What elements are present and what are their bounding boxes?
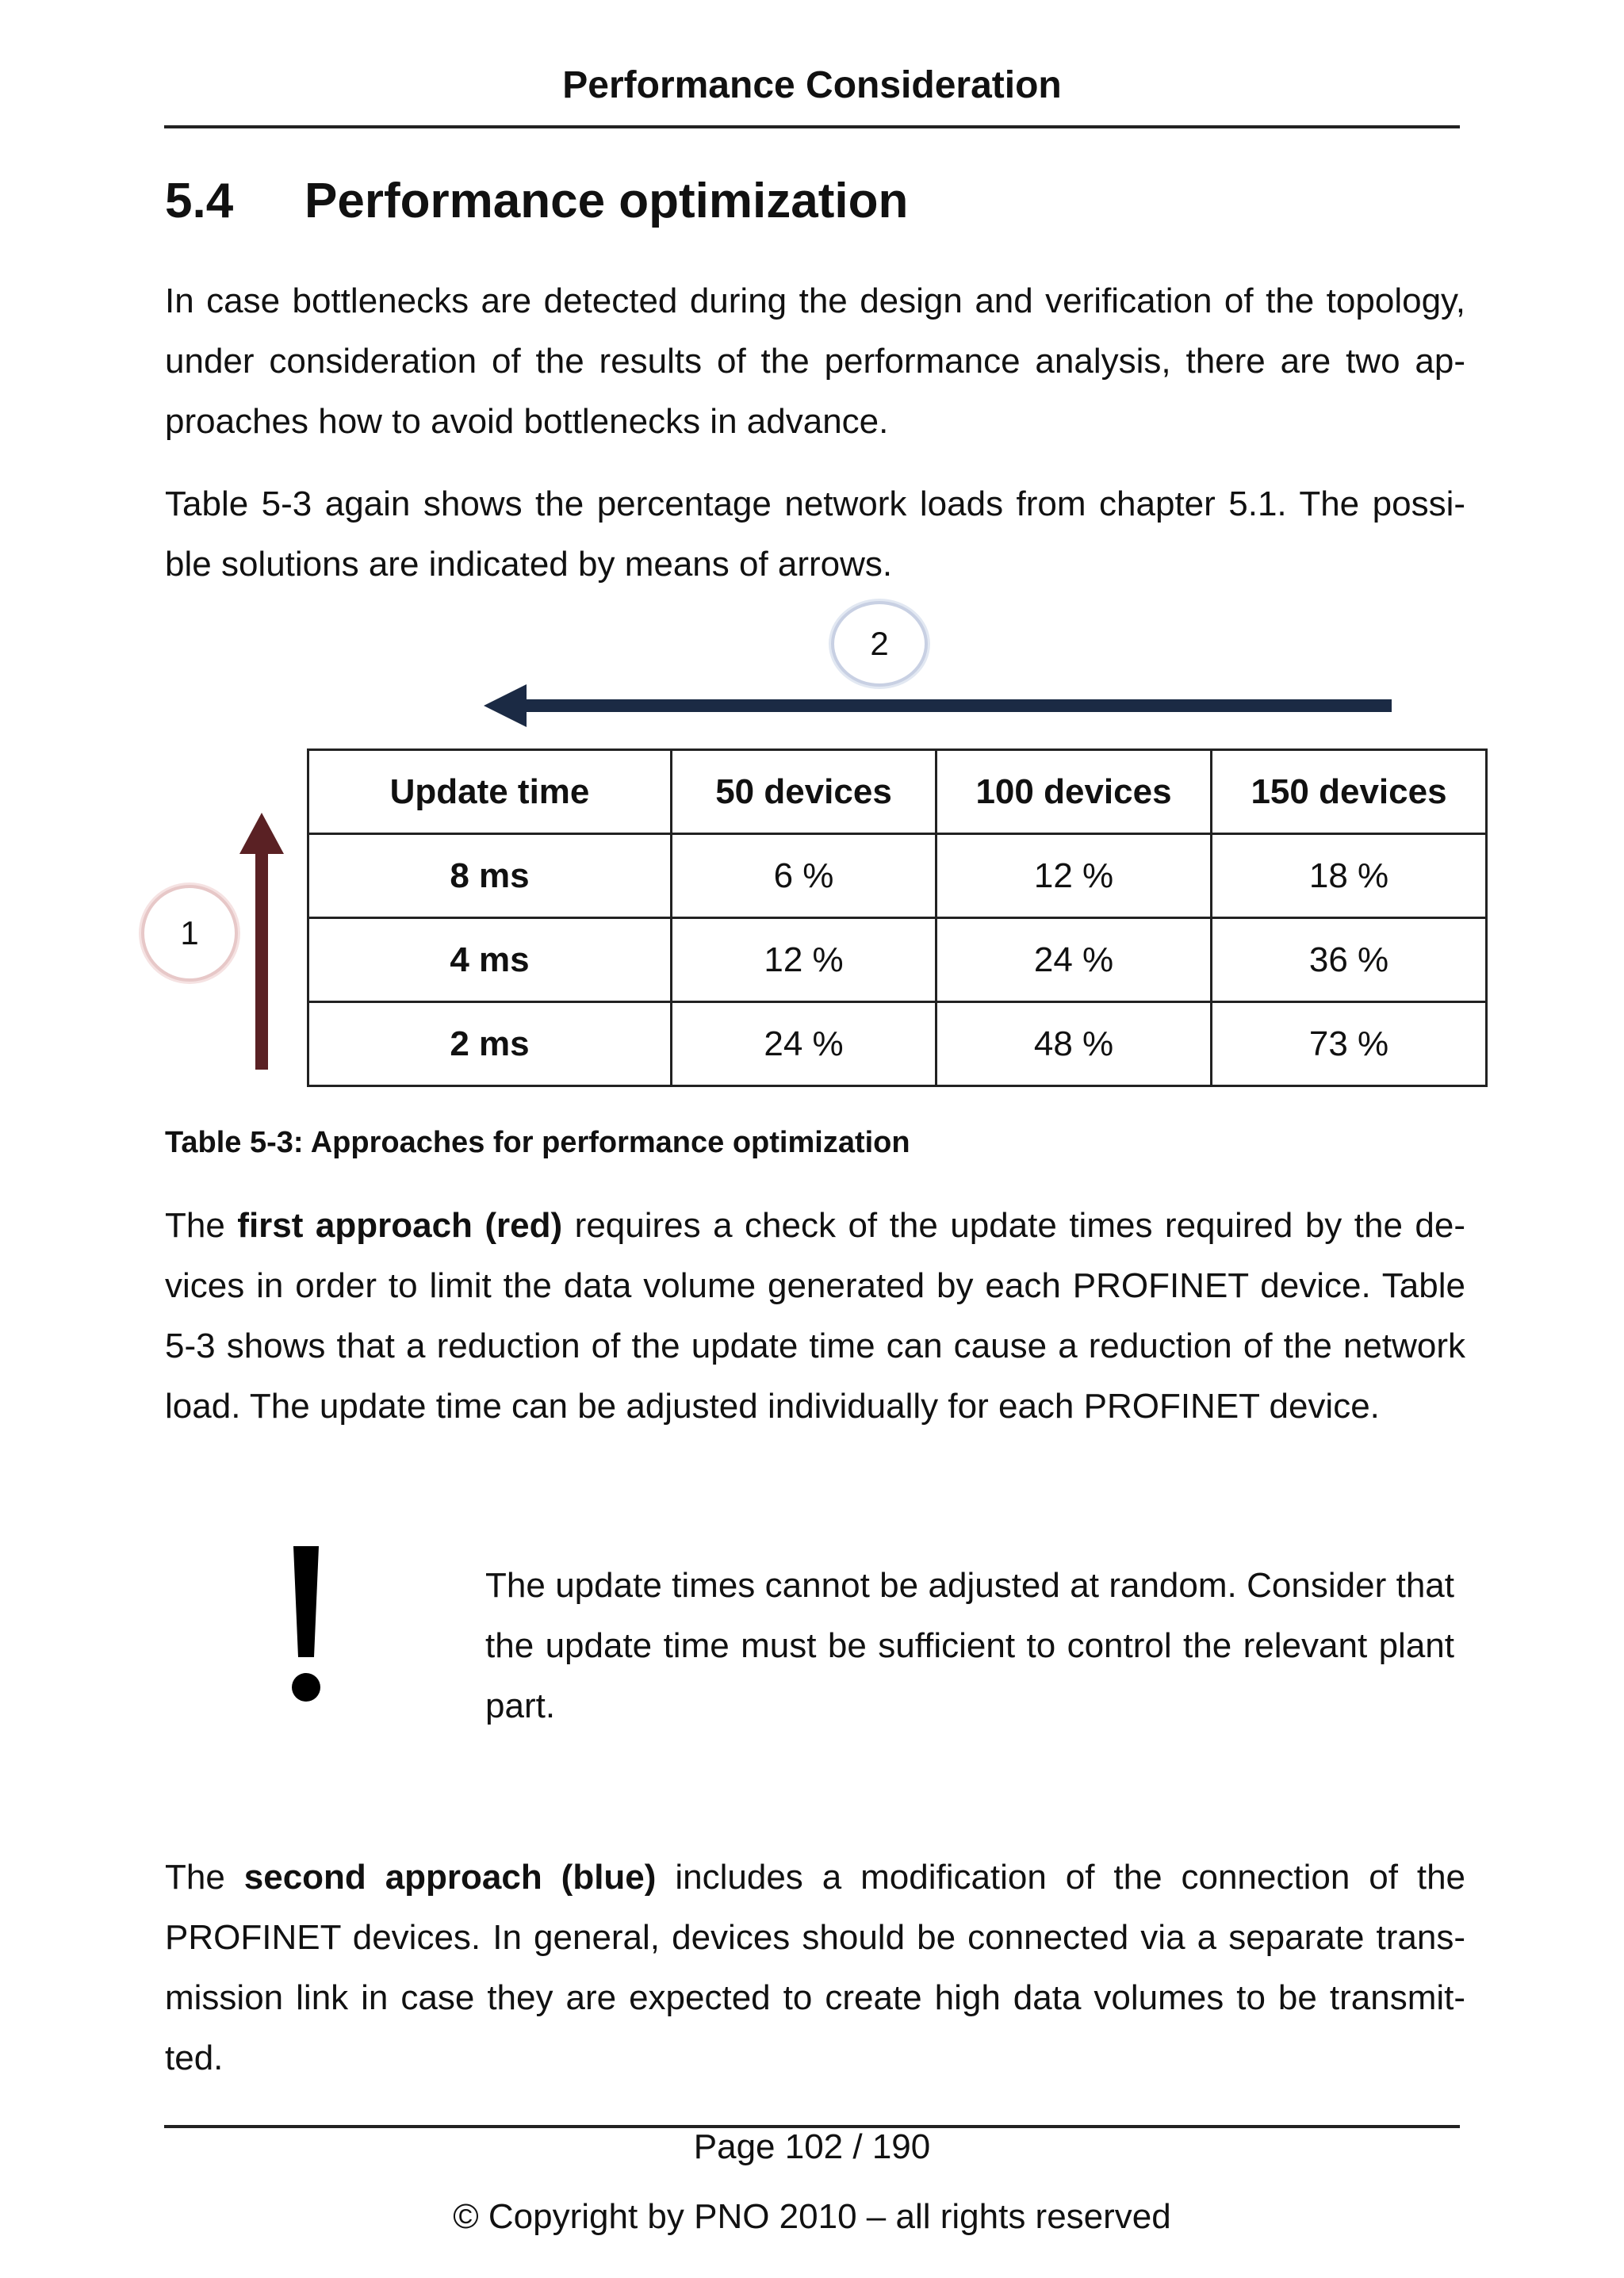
page-number-text: Page 102 / 190: [693, 2127, 931, 2166]
p4-pre: The: [165, 1858, 244, 1897]
red-arrow-shaft: [255, 851, 268, 1070]
marker-circle-1: [141, 885, 238, 982]
table-reference-paragraph: Table 5-3 again shows the percentage network loads from chapter 5.1. The possi-ble solutions are indicated by means of arrows.: [165, 484, 1465, 584]
table-cell: 24 %: [672, 1002, 936, 1086]
copyright-notice: [0, 2187, 1624, 2247]
table-row: [308, 1002, 1487, 1086]
row-update-time: 2 ms: [308, 1002, 672, 1086]
table-cell: 12 %: [672, 918, 936, 1002]
p3-pre: The: [165, 1206, 238, 1245]
header-update-time: Update time: [308, 750, 672, 834]
table-cell: 18 %: [1212, 834, 1487, 918]
table-cell: 36 %: [1212, 918, 1487, 1002]
table-row: [308, 834, 1487, 918]
row-update-time: 8 ms: [308, 834, 672, 918]
exclamation-bar: [293, 1546, 319, 1657]
header-100-devices: 100 devices: [936, 750, 1212, 834]
section-title: Performance optimization: [304, 174, 909, 228]
red-arrow-head: [239, 813, 284, 854]
notice-text: The update times cannot be adjusted at random. Consider that the update time must be sufficient to control the relevant plant part.: [485, 1566, 1454, 1725]
table-cell: 73 %: [1212, 1002, 1487, 1086]
row-update-time: 4 ms: [308, 918, 672, 1002]
intro-paragraph: In case bottlenecks are detected during the design and verification of the topology, under consideration of the results of the performance analysis, there are two ap-proaches how to avoid bottlenecks in advance.: [165, 281, 1465, 441]
blue-arrow-left-icon: [484, 678, 1404, 733]
table-cell: 6 %: [672, 834, 936, 918]
marker-1-label: 1: [180, 914, 199, 951]
header-50-devices: 50 devices: [672, 750, 936, 834]
table-header-row: [308, 750, 1487, 834]
table-row: [308, 918, 1487, 1002]
blue-arrow-shaft: [523, 699, 1392, 712]
p3-post: requires a check of the update times required by the de-vices in order to limit the data volume generated by each PROFINET device. Table 5-3 shows that a reduction of the update time can cause a reduction of the network load. The update time can be adjusted individually for each PROFINET device.: [165, 1206, 1465, 1426]
running-header: Performance Consideration: [562, 64, 1062, 106]
table-cell: 24 %: [936, 918, 1212, 1002]
exclamation-icon: [279, 1546, 333, 1705]
second-approach-paragraph: [165, 1847, 1465, 2088]
header-rule: [164, 125, 1460, 128]
p3-bold: first approach (red): [237, 1206, 563, 1245]
exclamation-dot: [292, 1673, 320, 1702]
table-cell: 12 %: [936, 834, 1212, 918]
copyright-text: © Copyright by PNO 2010 – all rights reserved: [453, 2197, 1171, 2236]
red-arrow-up-icon: [238, 813, 285, 1074]
first-approach-paragraph: [165, 1196, 1465, 1437]
marker-circle-2: [831, 601, 928, 687]
table-caption: Table 5-3: Approaches for performance optimization: [165, 1126, 910, 1159]
blue-arrow-head: [484, 684, 527, 727]
section-heading: [165, 173, 908, 229]
p4-bold: second approach (blue): [243, 1858, 657, 1897]
marker-2-label: 2: [870, 625, 889, 662]
network-load-table: [307, 748, 1488, 1087]
p4-post: includes a modification of the connection of the PROFINET devices. In general, devices should be connected via a separate trans-mission link in case they are expected to create high data volumes to be transmit-ted.: [165, 1858, 1466, 2077]
section-number: 5.4: [165, 174, 234, 228]
page-number: [0, 2117, 1624, 2177]
table-cell: 48 %: [936, 1002, 1212, 1086]
header-150-devices: 150 devices: [1212, 750, 1487, 834]
